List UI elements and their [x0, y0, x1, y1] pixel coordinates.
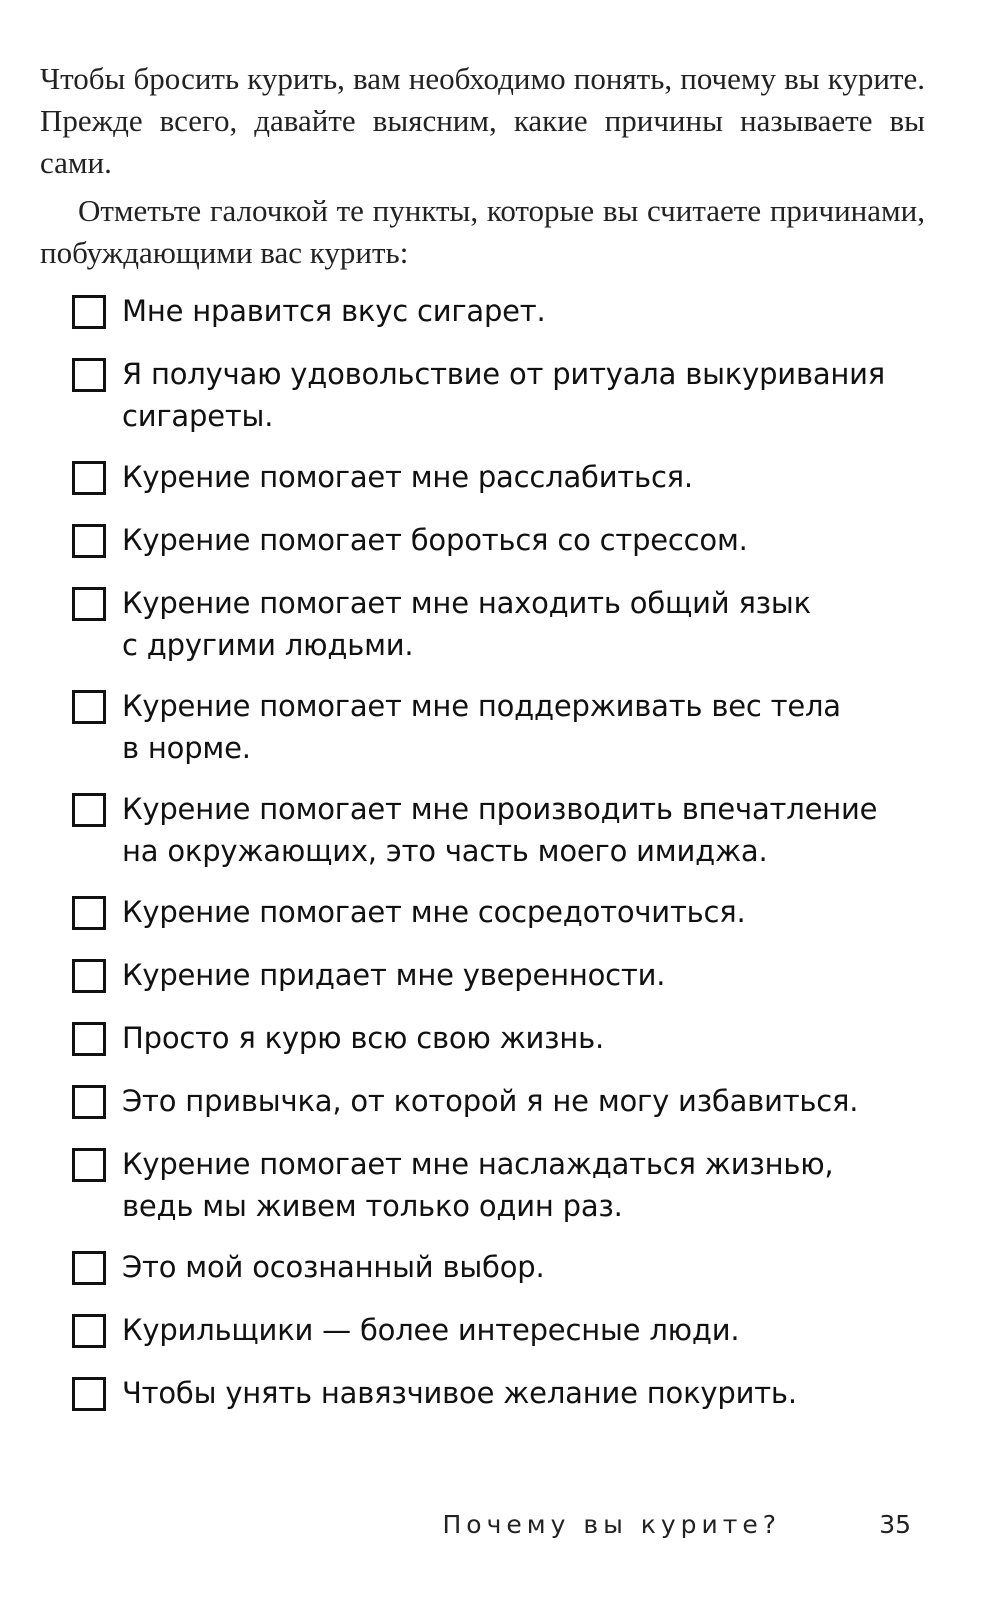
intro-paragraph-2: Отметьте галочкой те пункты, которые вы считаете причинами, побуждающими вас курить: — [40, 193, 925, 270]
intro-paragraph-1: Чтобы бросить курить, вам необходимо понять, почему вы курите. Прежде всего, давайте выясним, какие причины называете вы сами. — [40, 61, 925, 180]
checkbox[interactable] — [72, 295, 106, 329]
checkbox[interactable] — [72, 1022, 106, 1056]
checkbox[interactable] — [72, 358, 106, 392]
checklist-item-label: Просто я курю всю свою жизнь. — [122, 1021, 605, 1055]
checkbox[interactable] — [72, 587, 106, 621]
checklist-item-label: Курение помогает мне сосредоточиться. — [122, 895, 746, 929]
checklist-item — [72, 456, 952, 498]
checklist-item-label: Это привычка, от которой я не могу избавиться. — [122, 1084, 859, 1118]
checklist-item — [72, 788, 952, 872]
checkbox[interactable] — [72, 524, 106, 558]
checklist-item — [72, 954, 952, 996]
checklist-item — [72, 1080, 952, 1122]
running-title: Почему вы курите? — [442, 1510, 781, 1539]
checklist-item — [72, 582, 952, 666]
checkbox[interactable] — [72, 1314, 106, 1348]
page-footer — [0, 1510, 991, 1550]
intro-text — [40, 58, 925, 274]
checklist-item-label: Курильщики — более интересные люди. — [122, 1313, 740, 1347]
checklist-item-label: Курение придает мне уверенности. — [122, 958, 666, 992]
checklist-item-label: Чтобы унять навязчивое желание покурить. — [122, 1376, 797, 1410]
checkbox[interactable] — [72, 896, 106, 930]
checklist-item-label: Мне нравится вкус сигарет. — [122, 294, 546, 328]
page-number: 35 — [879, 1510, 911, 1539]
checkbox[interactable] — [72, 1377, 106, 1411]
checkbox[interactable] — [72, 959, 106, 993]
checkbox[interactable] — [72, 1148, 106, 1182]
checklist-item — [72, 1309, 952, 1351]
checklist-item — [72, 685, 952, 769]
checklist-item-label: Курение помогает мне находить общий язык с другими людьми. — [122, 586, 811, 662]
reasons-checklist — [72, 290, 952, 1435]
checklist-item-label: Курение помогает бороться со стрессом. — [122, 523, 748, 557]
checklist-item — [72, 519, 952, 561]
checklist-item — [72, 1372, 952, 1414]
checkbox[interactable] — [72, 461, 106, 495]
checkbox[interactable] — [72, 1085, 106, 1119]
checklist-item-label: Курение помогает мне производить впечатление на окружающих, это часть моего имиджа. — [122, 792, 878, 868]
checklist-item-label: Я получаю удовольствие от ритуала выкуривания сигареты. — [122, 357, 886, 433]
checklist-item — [72, 1143, 952, 1227]
checklist-item — [72, 353, 952, 437]
checkbox[interactable] — [72, 690, 106, 724]
checkbox[interactable] — [72, 1251, 106, 1285]
checklist-item — [72, 891, 952, 933]
checklist-item — [72, 1246, 952, 1288]
checklist-item-label: Это мой осознанный выбор. — [122, 1250, 545, 1284]
checklist-item — [72, 290, 952, 332]
checklist-item-label: Курение помогает мне наслаждаться жизнью, ведь мы живем только один раз. — [122, 1147, 834, 1223]
checklist-item — [72, 1017, 952, 1059]
checkbox[interactable] — [72, 793, 106, 827]
checklist-item-label: Курение помогает мне поддерживать вес тела в норме. — [122, 689, 841, 765]
checklist-item-label: Курение помогает мне расслабиться. — [122, 460, 693, 494]
